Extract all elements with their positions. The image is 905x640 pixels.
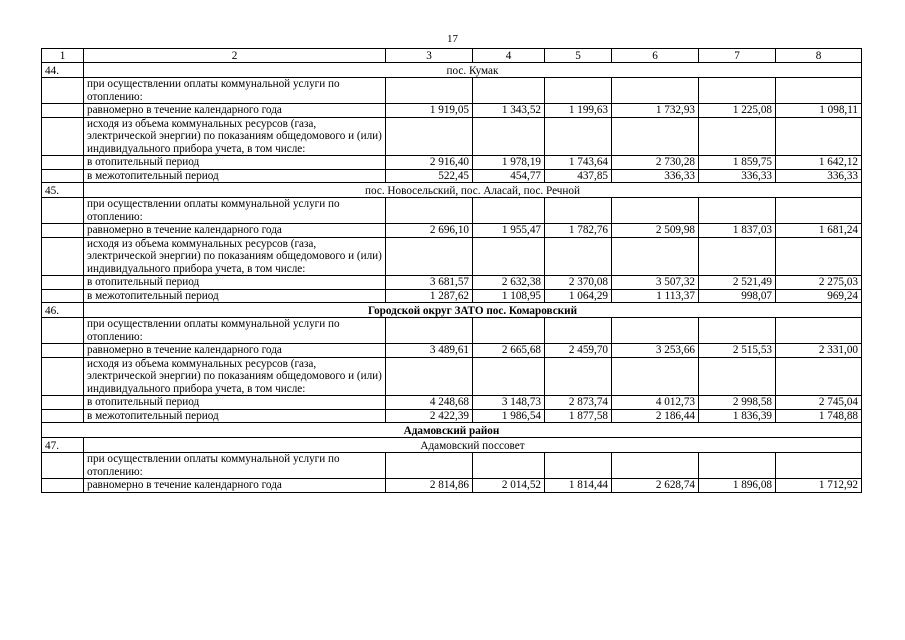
value-cell: 2 275,03: [776, 276, 862, 290]
value-cell: 437,85: [545, 169, 612, 183]
value-cell: 2 730,28: [612, 156, 699, 170]
table-row: [42, 357, 862, 396]
value-cell: 1 199,63: [545, 104, 612, 118]
value-cell: [386, 318, 473, 344]
row-number-cell: [42, 276, 84, 290]
table-row: [42, 198, 862, 224]
value-cell: 3 507,32: [612, 276, 699, 290]
value-cell: 2 745,04: [776, 396, 862, 410]
column-header: 2: [84, 49, 386, 63]
value-cell: [545, 198, 612, 224]
value-cell: 4 012,73: [612, 396, 699, 410]
value-cell: 1 343,52: [473, 104, 545, 118]
value-cell: 1 225,08: [699, 104, 776, 118]
column-header: 3: [386, 49, 473, 63]
row-label: в межотопительный период: [84, 169, 386, 183]
value-cell: 1 743,64: [545, 156, 612, 170]
value-cell: 1 782,76: [545, 224, 612, 238]
value-cell: 1 712,92: [776, 479, 862, 493]
value-cell: [776, 318, 862, 344]
value-cell: 2 370,08: [545, 276, 612, 290]
value-cell: 2 998,58: [699, 396, 776, 410]
value-cell: 2 873,74: [545, 396, 612, 410]
tariff-table: [41, 48, 862, 493]
row-number-cell: [42, 198, 84, 224]
row-number-cell: [42, 237, 84, 276]
table-row: [42, 453, 862, 479]
value-cell: [699, 198, 776, 224]
value-cell: 454,77: [473, 169, 545, 183]
row-label: равномерно в течение календарного года: [84, 224, 386, 238]
table-body: [42, 49, 862, 493]
section-number: 45.: [42, 183, 84, 198]
section-title: пос. Новосельский, пос. Аласай, пос. Речной: [84, 183, 862, 198]
row-number-cell: [42, 104, 84, 118]
value-cell: 2 509,98: [612, 224, 699, 238]
value-cell: 2 696,10: [386, 224, 473, 238]
value-cell: [473, 318, 545, 344]
value-cell: 2 422,39: [386, 409, 473, 423]
value-cell: [612, 78, 699, 104]
table-row: [42, 224, 862, 238]
row-number-cell: [42, 169, 84, 183]
value-cell: 2 814,86: [386, 479, 473, 493]
value-cell: 1 113,37: [612, 289, 699, 303]
value-cell: 336,33: [612, 169, 699, 183]
value-cell: [612, 198, 699, 224]
value-cell: [699, 318, 776, 344]
table-row: [42, 318, 862, 344]
value-cell: 1 877,58: [545, 409, 612, 423]
value-cell: [612, 357, 699, 396]
value-cell: 1 681,24: [776, 224, 862, 238]
value-cell: [699, 78, 776, 104]
row-label: исходя из объема коммунальных ресурсов (газа, электрической энергии) по показаниям общедомового и (или) индивидуального прибора учета, в том числе:: [84, 237, 386, 276]
value-cell: 336,33: [776, 169, 862, 183]
table-row: [42, 104, 862, 118]
value-cell: [545, 453, 612, 479]
value-cell: [776, 453, 862, 479]
value-cell: 2 628,74: [612, 479, 699, 493]
value-cell: 2 186,44: [612, 409, 699, 423]
value-cell: 1 108,95: [473, 289, 545, 303]
value-cell: 2 515,53: [699, 344, 776, 358]
value-cell: 2 916,40: [386, 156, 473, 170]
table-row: [42, 396, 862, 410]
value-cell: [386, 117, 473, 156]
value-cell: [612, 453, 699, 479]
value-cell: [699, 237, 776, 276]
value-cell: [473, 117, 545, 156]
value-cell: 3 253,66: [612, 344, 699, 358]
section-number: 46.: [42, 303, 84, 318]
value-cell: [386, 198, 473, 224]
section-header-row: [42, 63, 862, 78]
value-cell: 1 098,11: [776, 104, 862, 118]
value-cell: [699, 117, 776, 156]
value-cell: 1 287,62: [386, 289, 473, 303]
value-cell: 2 521,49: [699, 276, 776, 290]
value-cell: 1 896,08: [699, 479, 776, 493]
value-cell: 1 642,12: [776, 156, 862, 170]
value-cell: 969,24: [776, 289, 862, 303]
value-cell: 3 148,73: [473, 396, 545, 410]
value-cell: 4 248,68: [386, 396, 473, 410]
value-cell: 2 632,38: [473, 276, 545, 290]
table-row: [42, 344, 862, 358]
row-label: исходя из объема коммунальных ресурсов (газа, электрической энергии) по показаниям общедомового и (или) индивидуального прибора учета, в том числе:: [84, 117, 386, 156]
value-cell: 2 331,00: [776, 344, 862, 358]
value-cell: 1 955,47: [473, 224, 545, 238]
value-cell: [776, 198, 862, 224]
value-cell: 1 859,75: [699, 156, 776, 170]
section-header-row: [42, 183, 862, 198]
section-header-row: [42, 303, 862, 318]
table-row: [42, 156, 862, 170]
value-cell: [386, 237, 473, 276]
value-cell: [473, 198, 545, 224]
row-number-cell: [42, 409, 84, 423]
value-cell: [776, 357, 862, 396]
row-label: при осуществлении оплаты коммунальной услуги по отоплению:: [84, 453, 386, 479]
column-header: 6: [612, 49, 699, 63]
value-cell: [545, 117, 612, 156]
value-cell: [612, 237, 699, 276]
column-header: 4: [473, 49, 545, 63]
value-cell: 998,07: [699, 289, 776, 303]
value-cell: 1 986,54: [473, 409, 545, 423]
table-row: [42, 78, 862, 104]
row-label: в межотопительный период: [84, 409, 386, 423]
row-label: равномерно в течение календарного года: [84, 479, 386, 493]
value-cell: [473, 357, 545, 396]
table-row: [42, 289, 862, 303]
value-cell: 1 748,88: [776, 409, 862, 423]
value-cell: 1 837,03: [699, 224, 776, 238]
row-label: при осуществлении оплаты коммунальной услуги по отоплению:: [84, 78, 386, 104]
row-number-cell: [42, 117, 84, 156]
section-title: пос. Кумак: [84, 63, 862, 78]
value-cell: [473, 453, 545, 479]
value-cell: 1 732,93: [612, 104, 699, 118]
row-label: при осуществлении оплаты коммунальной услуги по отоплению:: [84, 198, 386, 224]
value-cell: [545, 357, 612, 396]
section-title: Городской округ ЗАТО пос. Комаровский: [84, 303, 862, 318]
row-number-cell: [42, 289, 84, 303]
value-cell: 1 836,39: [699, 409, 776, 423]
table-row: [42, 479, 862, 493]
row-number-cell: [42, 156, 84, 170]
row-number-cell: [42, 344, 84, 358]
value-cell: 1 919,05: [386, 104, 473, 118]
value-cell: 1 064,29: [545, 289, 612, 303]
table-row: [42, 409, 862, 423]
value-cell: [699, 453, 776, 479]
table-row: [42, 276, 862, 290]
table-row: [42, 117, 862, 156]
value-cell: 1 814,44: [545, 479, 612, 493]
row-number-cell: [42, 479, 84, 493]
row-label: исходя из объема коммунальных ресурсов (газа, электрической энергии) по показаниям общедомового и (или) индивидуального прибора учета, в том числе:: [84, 357, 386, 396]
value-cell: [776, 78, 862, 104]
row-number-cell: [42, 78, 84, 104]
column-header: 5: [545, 49, 612, 63]
row-label: в отопительный период: [84, 156, 386, 170]
column-header-row: [42, 49, 862, 63]
row-number-cell: [42, 453, 84, 479]
value-cell: 2 459,70: [545, 344, 612, 358]
value-cell: [699, 357, 776, 396]
value-cell: 3 489,61: [386, 344, 473, 358]
district-title: Адамовский район: [42, 423, 862, 438]
row-label: при осуществлении оплаты коммунальной услуги по отоплению:: [84, 318, 386, 344]
column-header: 8: [776, 49, 862, 63]
value-cell: 2 014,52: [473, 479, 545, 493]
row-number-cell: [42, 357, 84, 396]
value-cell: [473, 237, 545, 276]
value-cell: 522,45: [386, 169, 473, 183]
value-cell: [545, 318, 612, 344]
row-label: в межотопительный период: [84, 289, 386, 303]
section-number: 44.: [42, 63, 84, 78]
value-cell: [612, 117, 699, 156]
section-title: Адамовский поссовет: [84, 438, 862, 453]
district-row: [42, 423, 862, 438]
value-cell: [386, 357, 473, 396]
section-header-row: [42, 438, 862, 453]
value-cell: 336,33: [699, 169, 776, 183]
value-cell: [545, 237, 612, 276]
value-cell: [386, 453, 473, 479]
row-label: в отопительный период: [84, 276, 386, 290]
column-header: 1: [42, 49, 84, 63]
value-cell: 1 978,19: [473, 156, 545, 170]
value-cell: [612, 318, 699, 344]
value-cell: [776, 237, 862, 276]
row-number-cell: [42, 224, 84, 238]
section-number: 47.: [42, 438, 84, 453]
column-header: 7: [699, 49, 776, 63]
row-label: равномерно в течение календарного года: [84, 104, 386, 118]
value-cell: [473, 78, 545, 104]
value-cell: 2 665,68: [473, 344, 545, 358]
value-cell: 3 681,57: [386, 276, 473, 290]
row-number-cell: [42, 318, 84, 344]
value-cell: [776, 117, 862, 156]
table-row: [42, 169, 862, 183]
value-cell: [545, 78, 612, 104]
row-label: равномерно в течение календарного года: [84, 344, 386, 358]
table-row: [42, 237, 862, 276]
row-label: в отопительный период: [84, 396, 386, 410]
value-cell: [386, 78, 473, 104]
page-number: 17: [447, 33, 458, 45]
row-number-cell: [42, 396, 84, 410]
